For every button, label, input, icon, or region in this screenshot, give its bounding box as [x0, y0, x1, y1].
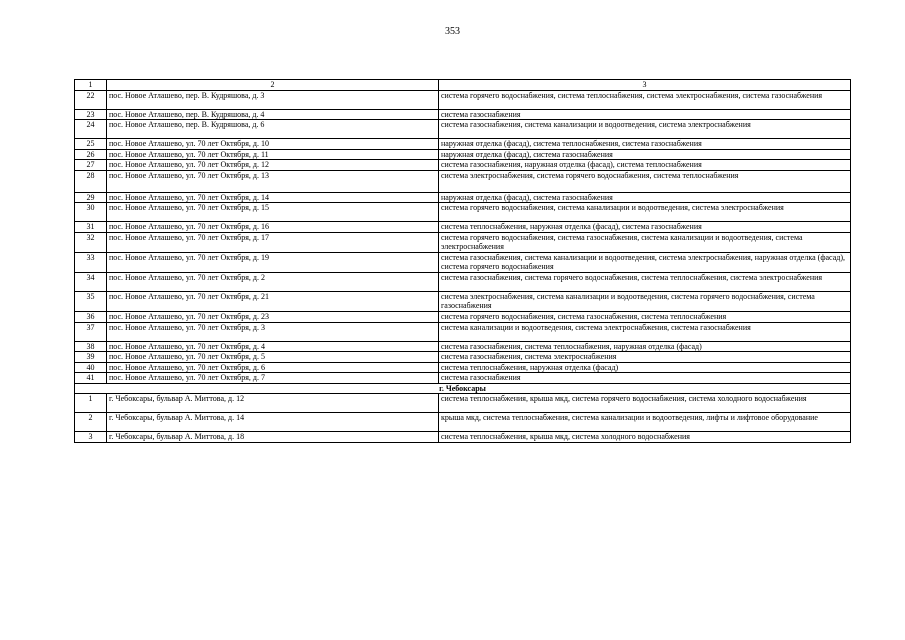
- row-number-cell: 41: [75, 373, 107, 384]
- table-row: [75, 352, 851, 363]
- systems-cell: система канализации и водоотведения, система электроснабжения, система газоснабжения: [439, 322, 851, 341]
- row-number-cell: 39: [75, 352, 107, 363]
- systems-cell: система теплоснабжения, наружная отделка (фасад): [439, 362, 851, 373]
- table-row: [75, 139, 851, 150]
- systems-cell: крыша мкд, система теплоснабжения, система канализации и водоотведения, лифты и лифтовое оборудование: [439, 413, 851, 432]
- systems-cell: наружная отделка (фасад), система газоснабжения: [439, 149, 851, 160]
- address-cell: пос. Новое Атлашево, пер. В. Кудряшова, д. 4: [107, 109, 439, 120]
- row-number-cell: 29: [75, 192, 107, 203]
- systems-cell: система газоснабжения, система канализации и водоотведения, система электроснабжения, наружная отделка (фасад), система горячего водоснабжения: [439, 252, 851, 272]
- row-number-cell: 35: [75, 291, 107, 311]
- systems-cell: система электроснабжения, система горячего водоснабжения, система теплоснабжения: [439, 170, 851, 192]
- table-row: [75, 203, 851, 222]
- table-row: [75, 432, 851, 443]
- systems-cell: система газоснабжения, наружная отделка (фасад), система теплоснабжения: [439, 160, 851, 171]
- systems-cell: система газоснабжения: [439, 109, 851, 120]
- address-cell: пос. Новое Атлашево, ул. 70 лет Октября, д. 23: [107, 311, 439, 322]
- housing-repair-table: [74, 79, 851, 443]
- table-row: [75, 90, 851, 109]
- row-number-cell: 33: [75, 252, 107, 272]
- row-number-cell: 40: [75, 362, 107, 373]
- row-number-cell: 38: [75, 341, 107, 352]
- page-number: 353: [445, 26, 460, 37]
- systems-cell: система газоснабжения, система теплоснабжения, наружная отделка (фасад): [439, 341, 851, 352]
- column-header-number: 1: [75, 80, 107, 91]
- address-cell: пос. Новое Атлашево, ул. 70 лет Октября, д. 11: [107, 149, 439, 160]
- address-cell: пос. Новое Атлашево, ул. 70 лет Октября, д. 5: [107, 352, 439, 363]
- systems-cell: система электроснабжения, система канализации и водоотведения, система горячего водоснабжения, система газоснабжения: [439, 291, 851, 311]
- systems-cell: система горячего водоснабжения, система канализации и водоотведения, система электроснабжения: [439, 203, 851, 222]
- address-cell: пос. Новое Атлашево, ул. 70 лет Октября, д. 10: [107, 139, 439, 150]
- row-number-cell: 26: [75, 149, 107, 160]
- row-number-cell: 37: [75, 322, 107, 341]
- systems-cell: система газоснабжения, система канализации и водоотведения, система электроснабжения: [439, 120, 851, 139]
- systems-cell: наружная отделка (фасад), система газоснабжения: [439, 192, 851, 203]
- table-row: [75, 222, 851, 233]
- table-row: [75, 291, 851, 311]
- row-number-cell: 27: [75, 160, 107, 171]
- row-number-cell: 36: [75, 311, 107, 322]
- address-cell: пос. Новое Атлашево, ул. 70 лет Октября, д. 16: [107, 222, 439, 233]
- systems-cell: система горячего водоснабжения, система газоснабжения, система канализации и водоотведения, система электроснабжения: [439, 232, 851, 252]
- table-row: [75, 160, 851, 171]
- row-number-cell: 28: [75, 170, 107, 192]
- row-number-cell: 3: [75, 432, 107, 443]
- address-cell: пос. Новое Атлашево, ул. 70 лет Октября, д. 7: [107, 373, 439, 384]
- table-row: [75, 341, 851, 352]
- table-row: [75, 170, 851, 192]
- systems-cell: система теплоснабжения, крыша мкд, система горячего водоснабжения, система холодного водоснабжения: [439, 394, 851, 413]
- address-cell: пос. Новое Атлашево, ул. 70 лет Октября, д. 17: [107, 232, 439, 252]
- address-cell: пос. Новое Атлашево, ул. 70 лет Октября, д. 13: [107, 170, 439, 192]
- row-number-cell: 23: [75, 109, 107, 120]
- address-cell: пос. Новое Атлашево, ул. 70 лет Октября, д. 4: [107, 341, 439, 352]
- address-cell: пос. Новое Атлашево, ул. 70 лет Октября, д. 2: [107, 272, 439, 291]
- systems-cell: система теплоснабжения, крыша мкд, система холодного водоснабжения: [439, 432, 851, 443]
- address-cell: пос. Новое Атлашево, ул. 70 лет Октября, д. 12: [107, 160, 439, 171]
- table-body: [75, 80, 851, 443]
- address-cell: г. Чебоксары, бульвар А. Миттова, д. 12: [107, 394, 439, 413]
- table-row: [75, 394, 851, 413]
- address-cell: пос. Новое Атлашево, ул. 70 лет Октября, д. 21: [107, 291, 439, 311]
- table-row: [75, 109, 851, 120]
- systems-cell: система горячего водоснабжения, система теплоснабжения, система электроснабжения, система газоснабжения: [439, 90, 851, 109]
- table-header-row: [75, 80, 851, 91]
- row-number-cell: 1: [75, 394, 107, 413]
- address-cell: пос. Новое Атлашево, ул. 70 лет Октября, д. 6: [107, 362, 439, 373]
- city-section-row: [75, 383, 851, 394]
- table-row: [75, 362, 851, 373]
- systems-cell: система газоснабжения, система горячего водоснабжения, система теплоснабжения, система электроснабжения: [439, 272, 851, 291]
- address-cell: пос. Новое Атлашево, ул. 70 лет Октября, д. 15: [107, 203, 439, 222]
- row-number-cell: 32: [75, 232, 107, 252]
- address-cell: пос. Новое Атлашево, пер. В. Кудряшова, д. 6: [107, 120, 439, 139]
- table-row: [75, 252, 851, 272]
- systems-cell: система газоснабжения, система электроснабжения: [439, 352, 851, 363]
- row-number-cell: 30: [75, 203, 107, 222]
- table-row: [75, 192, 851, 203]
- row-number-cell: 31: [75, 222, 107, 233]
- address-cell: пос. Новое Атлашево, ул. 70 лет Октября, д. 3: [107, 322, 439, 341]
- column-header-systems: 3: [439, 80, 851, 91]
- row-number-cell: 22: [75, 90, 107, 109]
- table-row: [75, 413, 851, 432]
- systems-cell: система горячего водоснабжения, система газоснабжения, система теплоснабжения: [439, 311, 851, 322]
- table-row: [75, 373, 851, 384]
- row-number-cell: 2: [75, 413, 107, 432]
- address-cell: пос. Новое Атлашево, пер. В. Кудряшова, д. 3: [107, 90, 439, 109]
- table-row: [75, 149, 851, 160]
- address-cell: г. Чебоксары, бульвар А. Миттова, д. 18: [107, 432, 439, 443]
- table-row: [75, 322, 851, 341]
- address-cell: пос. Новое Атлашево, ул. 70 лет Октября, д. 19: [107, 252, 439, 272]
- table-row: [75, 311, 851, 322]
- address-cell: пос. Новое Атлашево, ул. 70 лет Октября, д. 14: [107, 192, 439, 203]
- table-row: [75, 232, 851, 252]
- address-cell: г. Чебоксары, бульвар А. Миттова, д. 14: [107, 413, 439, 432]
- row-number-cell: 34: [75, 272, 107, 291]
- table-row: [75, 272, 851, 291]
- city-heading: г. Чебоксары: [75, 383, 851, 394]
- systems-cell: наружная отделка (фасад), система теплоснабжения, система газоснабжения: [439, 139, 851, 150]
- column-header-address: 2: [107, 80, 439, 91]
- row-number-cell: 25: [75, 139, 107, 150]
- table-row: [75, 120, 851, 139]
- systems-cell: система газоснабжения: [439, 373, 851, 384]
- row-number-cell: 24: [75, 120, 107, 139]
- systems-cell: система теплоснабжения, наружная отделка (фасад), система газоснабжения: [439, 222, 851, 233]
